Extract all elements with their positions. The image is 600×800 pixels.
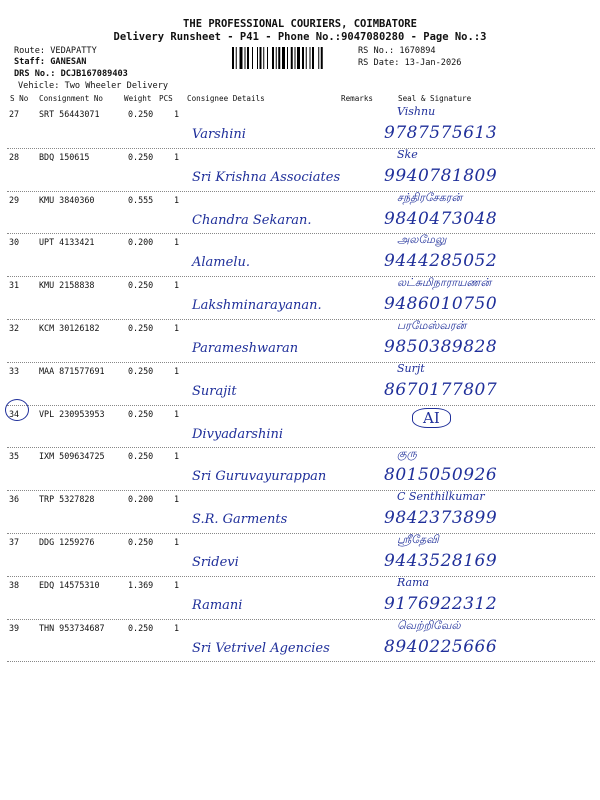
consignee-name-handwriting: Sridevi	[192, 554, 239, 570]
weight-cell: 0.250	[128, 451, 154, 462]
consignment-cell: KMU 2158838	[39, 280, 95, 291]
sno-cell: 34	[9, 408, 20, 419]
consignee-name-handwriting: Sri Guruvayurappan	[192, 469, 327, 485]
consignment-cell: BDQ 150615	[39, 151, 90, 162]
pcs-cell: 1	[174, 451, 180, 462]
consignment-cell: KMU 3840360	[39, 194, 95, 205]
vehicle-label: Vehicle: Two Wheeler Delivery	[18, 81, 169, 91]
weight-cell: 1.369	[128, 579, 154, 590]
consignment-cell: TRP 5327828	[39, 494, 95, 505]
table-row	[7, 620, 595, 663]
route-label: Route: VEDAPATTY	[14, 46, 97, 56]
sno-cell: 29	[9, 194, 20, 205]
consignee-phone-handwriting: 9842373899	[384, 508, 498, 529]
table-row	[7, 406, 595, 449]
weight-cell: 0.250	[128, 622, 154, 633]
consignee-name-handwriting: Surajit	[192, 383, 237, 399]
consignee-phone-handwriting: 9840473048	[384, 208, 498, 229]
rs-number: RS No.: 1670894	[358, 46, 436, 56]
sno-cell: 27	[9, 109, 20, 119]
consignee-phone-handwriting: 8015050926	[384, 465, 498, 486]
table-row	[7, 363, 595, 406]
consignee-name-handwriting: Lakshminarayanan.	[192, 298, 322, 314]
weight-cell: 0.200	[128, 237, 154, 248]
table-row	[7, 149, 595, 192]
consignment-cell: IXM 509634725	[39, 451, 105, 462]
col-seal-signature: Seal & Signature	[398, 94, 472, 103]
barcode-image	[232, 47, 354, 69]
signature-handwriting: C Senthilkumar	[397, 490, 485, 504]
pcs-cell: 1	[174, 365, 180, 376]
pcs-cell: 1	[174, 494, 180, 505]
consignment-cell: DDG 1259276	[39, 536, 95, 547]
pcs-cell: 1	[174, 579, 180, 590]
table-row	[7, 234, 595, 277]
signature-handwriting: பரமேஸ்வரன்	[397, 318, 467, 332]
col-pcs: PCS	[159, 94, 173, 103]
table-row	[7, 192, 595, 235]
sno-cell: 38	[9, 579, 20, 590]
drs-line	[14, 69, 128, 80]
consignee-name-handwriting: Chandra Sekaran.	[192, 212, 312, 228]
weight-cell: 0.250	[128, 109, 154, 119]
consignee-phone-handwriting: 8940225666	[384, 636, 498, 657]
table-row	[7, 320, 595, 363]
weight-cell: 0.250	[128, 151, 154, 162]
weight-cell: 0.555	[128, 194, 154, 205]
consignment-cell: MAA 871577691	[39, 365, 105, 376]
consignee-phone-handwriting: 9176922312	[384, 593, 498, 614]
consignee-name-handwriting: Ramani	[192, 597, 243, 613]
table-row	[7, 448, 595, 491]
sno-cell: 37	[9, 536, 20, 547]
col-consignment: Consignment No	[39, 94, 104, 103]
signature-handwriting: வெற்றிவேல்	[397, 618, 461, 632]
weight-cell: 0.250	[128, 322, 154, 333]
sno-cell: 33	[9, 365, 20, 376]
pcs-cell: 1	[174, 408, 180, 419]
signature-handwriting: Vishnu	[397, 105, 436, 118]
signature-handwriting: சந்திரசேகரன்	[397, 190, 463, 204]
col-remarks: Remarks	[341, 94, 374, 103]
consignee-phone-handwriting: 9940781809	[384, 165, 498, 186]
sno-cell: 39	[9, 622, 20, 633]
pcs-cell: 1	[174, 237, 180, 248]
consignee-name-handwriting: Divyadarshini	[192, 426, 284, 442]
signature-handwriting: Surjt	[397, 361, 425, 375]
rs-date: RS Date: 13-Jan-2026	[358, 58, 462, 68]
consignee-phone-handwriting: 9787575613	[384, 123, 498, 143]
consignee-phone-handwriting: 9850389828	[384, 336, 498, 357]
sno-cell: 31	[9, 280, 20, 291]
consignee-name-handwriting: Sri Krishna Associates	[192, 169, 341, 185]
col-consignee-details: Consignee Details	[187, 94, 265, 103]
sno-cell: 35	[9, 451, 20, 462]
consignee-name-handwriting: Alamelu.	[192, 255, 250, 271]
pcs-cell: 1	[174, 151, 180, 162]
row-34-circle-mark	[5, 399, 29, 421]
sno-cell: 36	[9, 494, 20, 505]
pcs-cell: 1	[174, 322, 180, 333]
weight-cell: 0.200	[128, 494, 154, 505]
consignee-name-handwriting: S.R. Garments	[192, 512, 288, 528]
weight-cell: 0.250	[128, 280, 154, 291]
consignee-phone-handwriting: 9486010750	[384, 294, 498, 315]
runsheet-subtitle: Delivery Runsheet - P41 - Phone No.:9047080280 - Page No.:3	[113, 31, 487, 43]
pcs-cell: 1	[174, 622, 180, 633]
signature-handwriting: ஸ்ரீதேவி	[397, 532, 439, 546]
pcs-cell: 1	[174, 194, 180, 205]
weight-cell: 0.250	[128, 408, 154, 419]
signature-handwriting: Rama	[397, 575, 430, 589]
pcs-cell: 1	[174, 109, 180, 119]
signature-handwriting: குரு	[397, 447, 417, 461]
drs-value: DCJB167089403	[60, 69, 128, 79]
sno-cell: 32	[9, 322, 20, 333]
consignment-cell: EDQ 14575310	[39, 579, 100, 590]
drs-label: DRS No.:	[14, 69, 56, 79]
pcs-cell: 1	[174, 536, 180, 547]
delivery-table	[7, 106, 595, 662]
consignment-cell: VPL 230953953	[39, 408, 105, 419]
consignment-cell: THN 953734687	[39, 622, 105, 633]
table-row	[7, 577, 595, 620]
consignment-cell: UPT 4133421	[39, 237, 95, 248]
weight-cell: 0.250	[128, 365, 154, 376]
sno-cell: 28	[9, 151, 20, 162]
consignee-name-handwriting: Sri Vetrivel Agencies	[192, 640, 330, 656]
staff-label: Staff:	[14, 57, 46, 67]
staff-value: GANESAN	[50, 57, 87, 67]
signature-handwriting: AI	[412, 408, 451, 428]
table-row	[7, 277, 595, 320]
table-header	[0, 94, 600, 106]
sno-cell: 30	[9, 237, 20, 248]
consignment-cell: SRT 56443071	[39, 109, 100, 119]
consignee-name-handwriting: Varshini	[192, 127, 246, 142]
staff-line	[14, 57, 86, 68]
table-row	[7, 534, 595, 577]
consignment-cell: KCM 30126182	[39, 322, 100, 333]
consignee-phone-handwriting: 9444285052	[384, 251, 498, 272]
consignee-name-handwriting: Parameshwaran	[192, 340, 299, 356]
weight-cell: 0.250	[128, 536, 154, 547]
col-weight: Weight	[124, 94, 152, 103]
col-sno: S No	[10, 94, 29, 103]
table-row	[7, 491, 595, 534]
consignee-phone-handwriting: 9443528169	[384, 550, 498, 571]
signature-handwriting: Ske	[397, 147, 418, 161]
runsheet-title: THE PROFESSIONAL COURIERS, COIMBATORE	[183, 18, 417, 30]
pcs-cell: 1	[174, 280, 180, 291]
table-row	[7, 106, 595, 149]
consignee-phone-handwriting: 8670177807	[384, 379, 498, 400]
signature-handwriting: லட்சுமிநாராயணன்	[397, 276, 492, 290]
signature-handwriting: அலமேலு	[397, 233, 447, 247]
